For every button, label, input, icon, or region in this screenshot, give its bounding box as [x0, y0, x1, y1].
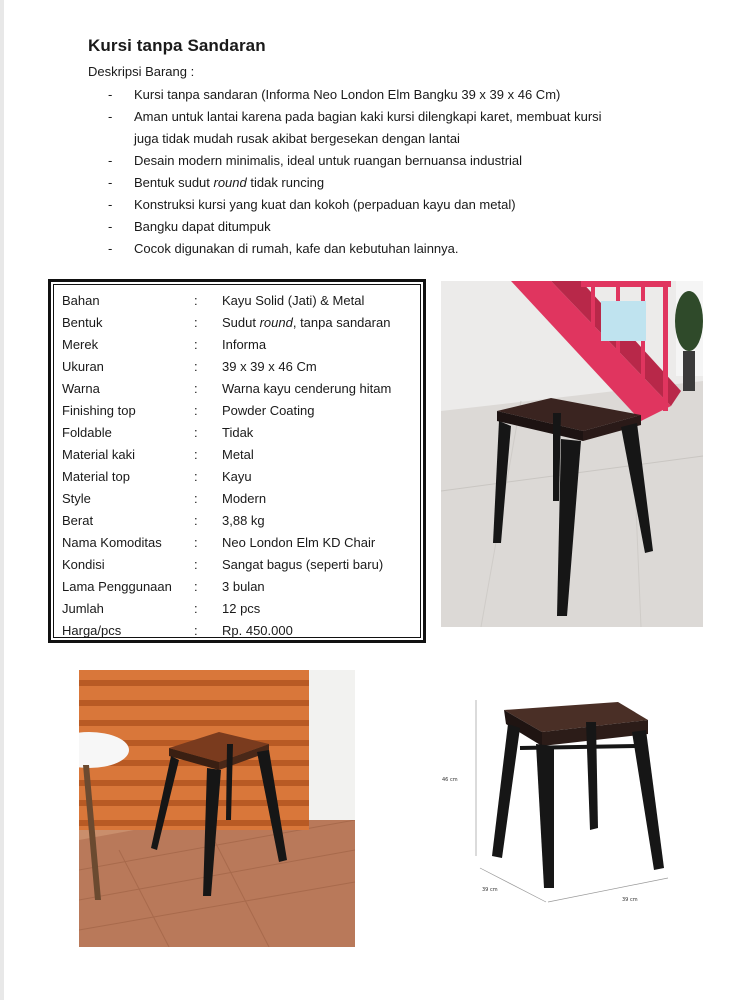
spec-value: Neo London Elm KD Chair: [222, 535, 376, 550]
spec-separator: :: [194, 425, 198, 440]
list-item: - Bangku dapat ditumpuk: [108, 219, 271, 234]
description-heading: Deskripsi Barang :: [88, 64, 195, 79]
spec-separator: :: [194, 535, 198, 550]
spec-value: Rp. 450.000: [222, 623, 293, 638]
stool-dimension-diagram: [436, 688, 676, 918]
spec-row: [54, 466, 420, 488]
list-item: - Desain modern minimalis, ideal untuk ruangan bernuansa industrial: [108, 153, 523, 168]
spec-separator: :: [194, 491, 198, 506]
spec-separator: :: [194, 557, 198, 572]
spec-key: Merek: [62, 337, 99, 352]
spec-value: Powder Coating: [222, 403, 315, 418]
spec-key: Style: [62, 491, 91, 506]
spec-row: [54, 510, 420, 532]
specification-table-inner: [53, 284, 421, 638]
width-label: 39 cm: [622, 897, 638, 903]
page-edge: [0, 0, 4, 1000]
spec-row: [54, 400, 420, 422]
spec-separator: :: [194, 447, 198, 462]
spec-value: Metal: [222, 447, 254, 462]
spec-separator: :: [194, 381, 198, 396]
spec-key: Nama Komoditas: [62, 535, 162, 550]
spec-row: [54, 334, 420, 356]
spec-key: Finishing top: [62, 403, 136, 418]
spec-key: Warna: [62, 381, 100, 396]
spec-value: Kayu: [222, 469, 252, 484]
spec-value: 39 x 39 x 46 Cm: [222, 359, 317, 374]
stool-photo-slat-wall: [79, 670, 355, 947]
spec-row: [54, 356, 420, 378]
spec-row: [54, 576, 420, 598]
spec-key: Kondisi: [62, 557, 105, 572]
spec-row: [54, 532, 420, 554]
spec-separator: :: [194, 513, 198, 528]
spec-row: [54, 422, 420, 444]
spec-key: Berat: [62, 513, 94, 528]
stool-photo-staircase: [441, 281, 703, 627]
specification-table: [48, 279, 426, 643]
spec-separator: :: [194, 601, 198, 616]
spec-value: 3,88 kg: [222, 513, 265, 528]
list-item: - Bentuk sudut round tidak runcing: [108, 175, 325, 190]
spec-row: [54, 488, 420, 510]
spec-key: Jumlah: [62, 601, 104, 616]
spec-key: Harga/pcs: [62, 623, 122, 638]
spec-separator: :: [194, 315, 198, 330]
spec-row: [54, 290, 420, 312]
spec-separator: :: [194, 403, 198, 418]
spec-separator: :: [194, 469, 198, 484]
spec-row: [54, 378, 420, 400]
list-item: - Kursi tanpa sandaran (Informa Neo London Elm Bangku 39 x 39 x 46 Cm): [108, 87, 561, 102]
spec-row: [54, 620, 420, 642]
spec-value: Kayu Solid (Jati) & Metal: [222, 293, 365, 308]
spec-key: Ukuran: [62, 359, 104, 374]
description-list: [108, 84, 678, 260]
spec-value: Modern: [222, 491, 267, 506]
spec-separator: :: [194, 623, 198, 638]
depth-label: 39 cm: [482, 887, 498, 893]
height-label: 46 cm: [442, 777, 458, 783]
spec-value: Informa: [222, 337, 267, 352]
list-item: - Cocok digunakan di rumah, kafe dan kebutuhan lainnya.: [108, 241, 459, 256]
spec-separator: :: [194, 293, 198, 308]
spec-key: Material kaki: [62, 447, 135, 462]
spec-value: Sangat bagus (seperti baru): [222, 557, 384, 572]
spec-separator: :: [194, 337, 198, 352]
spec-value: 12 pcs: [222, 601, 261, 616]
spec-row: [54, 554, 420, 576]
list-item: - Konstruksi kursi yang kuat dan kokoh (perpaduan kayu dan metal): [108, 197, 516, 212]
spec-key: Foldable: [62, 425, 112, 440]
spec-value: 3 bulan: [222, 579, 265, 594]
spec-row: [54, 444, 420, 466]
spec-key: Bahan: [62, 293, 100, 308]
spec-row: [54, 598, 420, 620]
spec-value: Tidak: [222, 425, 254, 440]
spec-row: [54, 312, 420, 334]
spec-key: Lama Penggunaan: [62, 579, 172, 594]
spec-value: Warna kayu cenderung hitam: [222, 381, 392, 396]
spec-key: Material top: [62, 469, 130, 484]
spec-separator: :: [194, 359, 198, 374]
spec-value: Sudut round, tanpa sandaran: [222, 315, 391, 330]
list-item: - Aman untuk lantai karena pada bagian kaki kursi dilengkapi karet, membuat kursi: [108, 109, 602, 124]
list-item-continuation: juga tidak mudah rusak akibat bergesekan dengan lantai: [134, 131, 460, 146]
page-title: Kursi tanpa Sandaran: [88, 36, 266, 55]
spec-key: Bentuk: [62, 315, 103, 330]
spec-separator: :: [194, 579, 198, 594]
